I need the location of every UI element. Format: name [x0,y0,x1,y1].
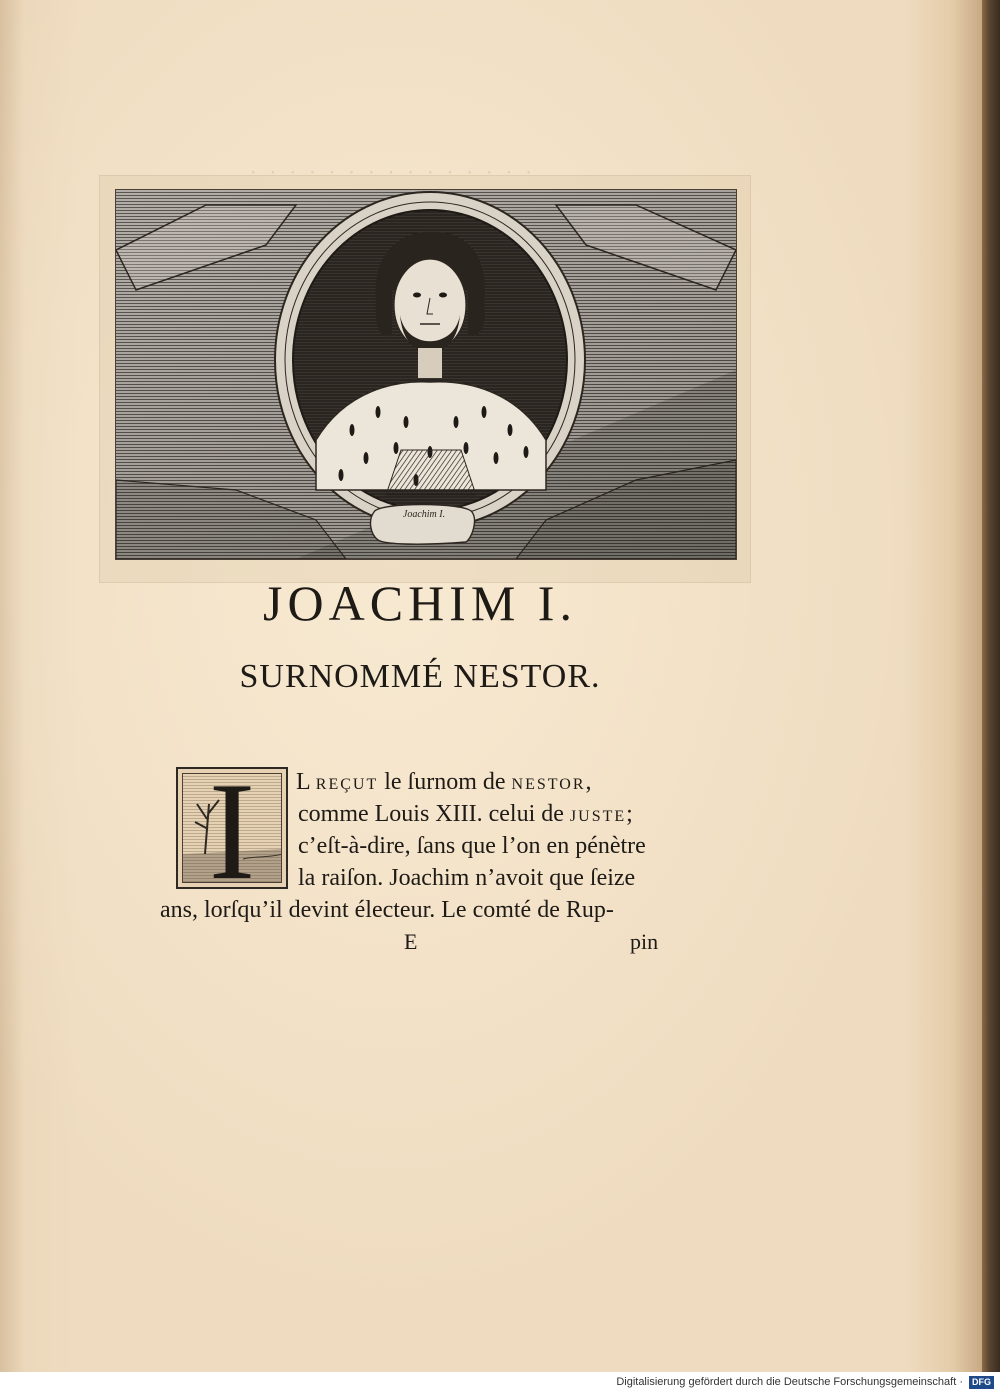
decorated-initial [176,767,288,889]
signature-mark: E [404,929,418,954]
portrait-caption: Joachim I. [402,509,446,520]
dfg-logo: DFG [969,1376,994,1389]
text-fragment: ; [626,801,633,827]
text-fragment: comme Louis XIII. celui de [298,801,570,827]
small-caps-word: REÇUT [315,776,379,793]
initial-landscape [182,773,282,883]
text-line-5: ans, lorſqu’il devint électeur. Le comté de Rup- [160,897,614,923]
text-fragment: L [296,769,316,795]
text-line-3: c’eſt-à-dire, ſans que l’on en pénètre [298,833,646,859]
book-edge [982,0,1000,1372]
digitization-footer [0,1372,1000,1392]
text-fragment: , [585,769,592,795]
portrait-engraving [115,189,737,560]
text-line-4: la raiſon. Joachim n’avoit que ſeize [298,865,636,891]
text-line-1 [296,767,591,800]
text-fragment: le ſurnom de [378,769,512,795]
small-caps-word: NESTOR [511,776,586,793]
portrait-illustration [116,190,736,559]
catchword: pin [630,929,659,954]
small-caps-word: JUSTE [569,808,627,825]
drop-cap-letter: I [208,773,256,883]
funding-credit: Digitalisierung gefördert durch die Deutsche Forschungsgemeinschaft · [616,1376,963,1388]
page-subtitle: SURNOMMÉ NESTOR. [239,658,601,695]
text-line-2 [298,799,633,832]
show-through-text: · · · · · · · · · · · · · · · [250,162,536,184]
page-title: JOACHIM I. [263,575,577,631]
